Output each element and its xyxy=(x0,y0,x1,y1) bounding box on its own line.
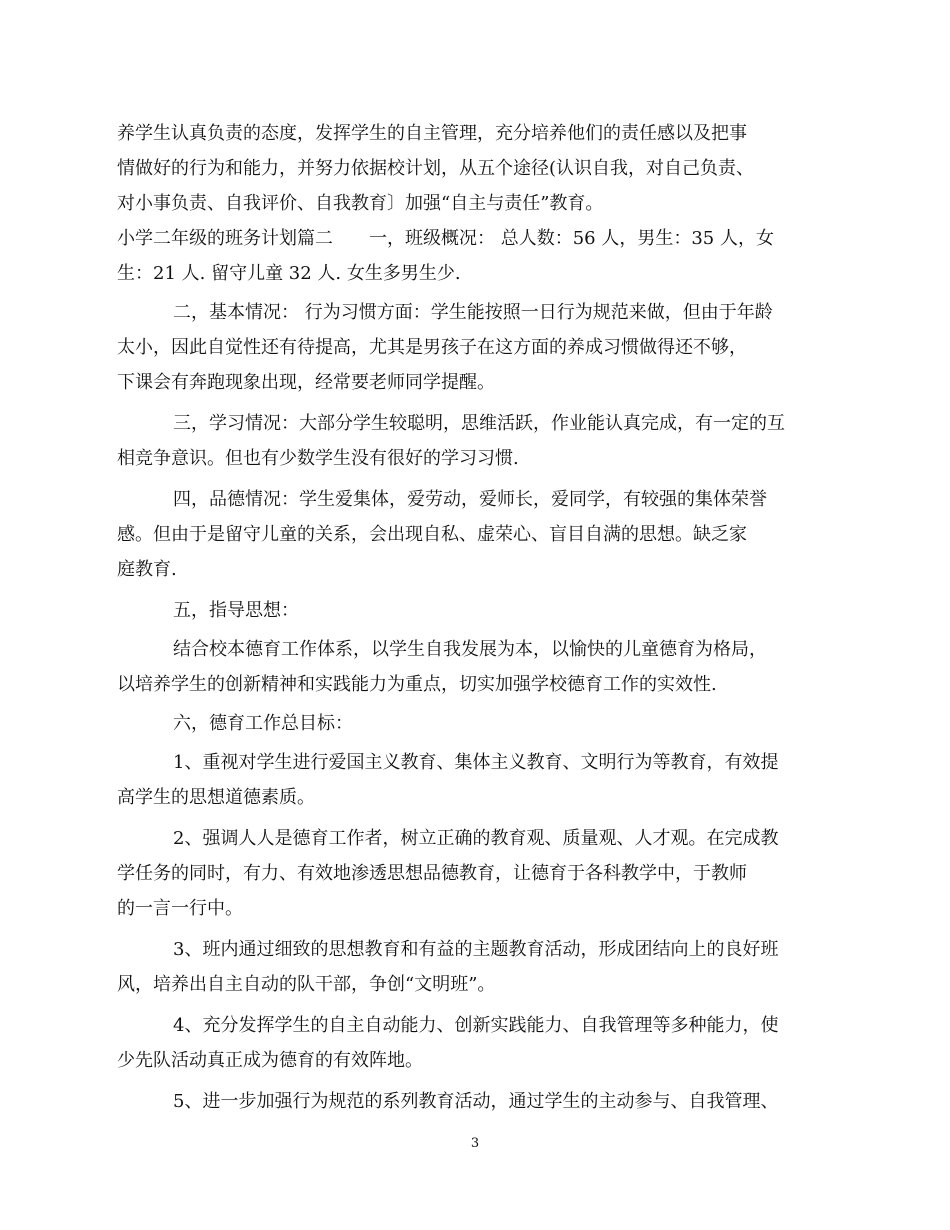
text-line: 5、进一步加强行为规范的系列教育活动，通过学生的主动参与、自我管理、 xyxy=(173,1091,779,1112)
text-line: 风，培养出自主自动的队干部，争创“文明班”。 xyxy=(117,974,496,995)
text-line: 相竞争意识。但也有少数学生没有很好的学习习惯. xyxy=(117,448,519,469)
text-line: 的一言一行中。 xyxy=(117,898,243,919)
text-line: 2、强调人人是德育工作者，树立正确的教育观、质量观、人才观。在完成教 xyxy=(173,828,779,849)
text-line: 庭教育. xyxy=(117,559,177,580)
text-line: 四，品德情况：学生爱集体，爱劳动，爱师长，爱同学，有较强的集体荣誉 xyxy=(173,489,767,510)
text-line: 1、重视对学生进行爱国主义教育、集体主义教育、文明行为等教育，有效提 xyxy=(173,752,779,773)
text-line: 三，学习情况：大部分学生较聪明，思维活跃，作业能认真完成，有一定的互 xyxy=(173,413,785,434)
text-line: 养学生认真负责的态度，发挥学生的自主管理，充分培养他们的责任感以及把事 xyxy=(117,123,747,144)
text-line: 高学生的思想道德素质。 xyxy=(117,787,315,808)
page-number: 3 xyxy=(470,1136,480,1151)
text-line: 学任务的同时，有力、有效地渗透思想品德教育，让德育于各科教学中，于教师 xyxy=(117,863,747,884)
text-line: 二，基本情况： 行为习惯方面：学生能按照一日行为规范来做，但由于年龄 xyxy=(173,302,773,323)
text-line: 4、充分发挥学生的自主自动能力、创新实践能力、自我管理等多种能力，使 xyxy=(173,1015,779,1036)
text-line: 五，指导思想： xyxy=(173,600,299,621)
text-line: 结合校本德育工作体系，以学生自我发展为本，以愉快的儿童德育为格局， xyxy=(173,639,767,660)
text-line: 下课会有奔跑现象出现，经常要老师同学提醒。 xyxy=(117,372,495,393)
document-body xyxy=(117,116,833,1119)
text-line: 生：21 人. 留守儿童 32 人. 女生多男生少. xyxy=(117,263,461,284)
text-line: 以培养学生的创新精神和实践能力为重点，切实加强学校德育工作的实效性. xyxy=(117,674,717,695)
text-line: 太小，因此自觉性还有待提高，尤其是男孩子在这方面的养成习惯做得还不够， xyxy=(117,337,747,358)
text-line: 对小事负责、自我评价、自我教育〕加强“自主与责任”教育。 xyxy=(117,193,604,214)
text-line: 感。但由于是留守儿童的关系，会出现自私、虚荣心、盲目自满的思想。缺乏家 xyxy=(117,524,747,545)
text-line: 情做好的行为和能力，并努力依据校计划，从五个途径(认识自我，对自己负责、 xyxy=(117,158,755,179)
text-line: 六，德育工作总目标： xyxy=(173,713,353,734)
text-line: 小学二年级的班务计划篇二 一，班级概况： 总人数：56 人，男生：35 人，女 xyxy=(117,228,774,249)
text-line: 少先队活动真正成为德育的有效阵地。 xyxy=(117,1050,423,1071)
text-line: 3、班内通过细致的思想教育和有益的主题教育活动，形成团结向上的良好班 xyxy=(173,939,779,960)
